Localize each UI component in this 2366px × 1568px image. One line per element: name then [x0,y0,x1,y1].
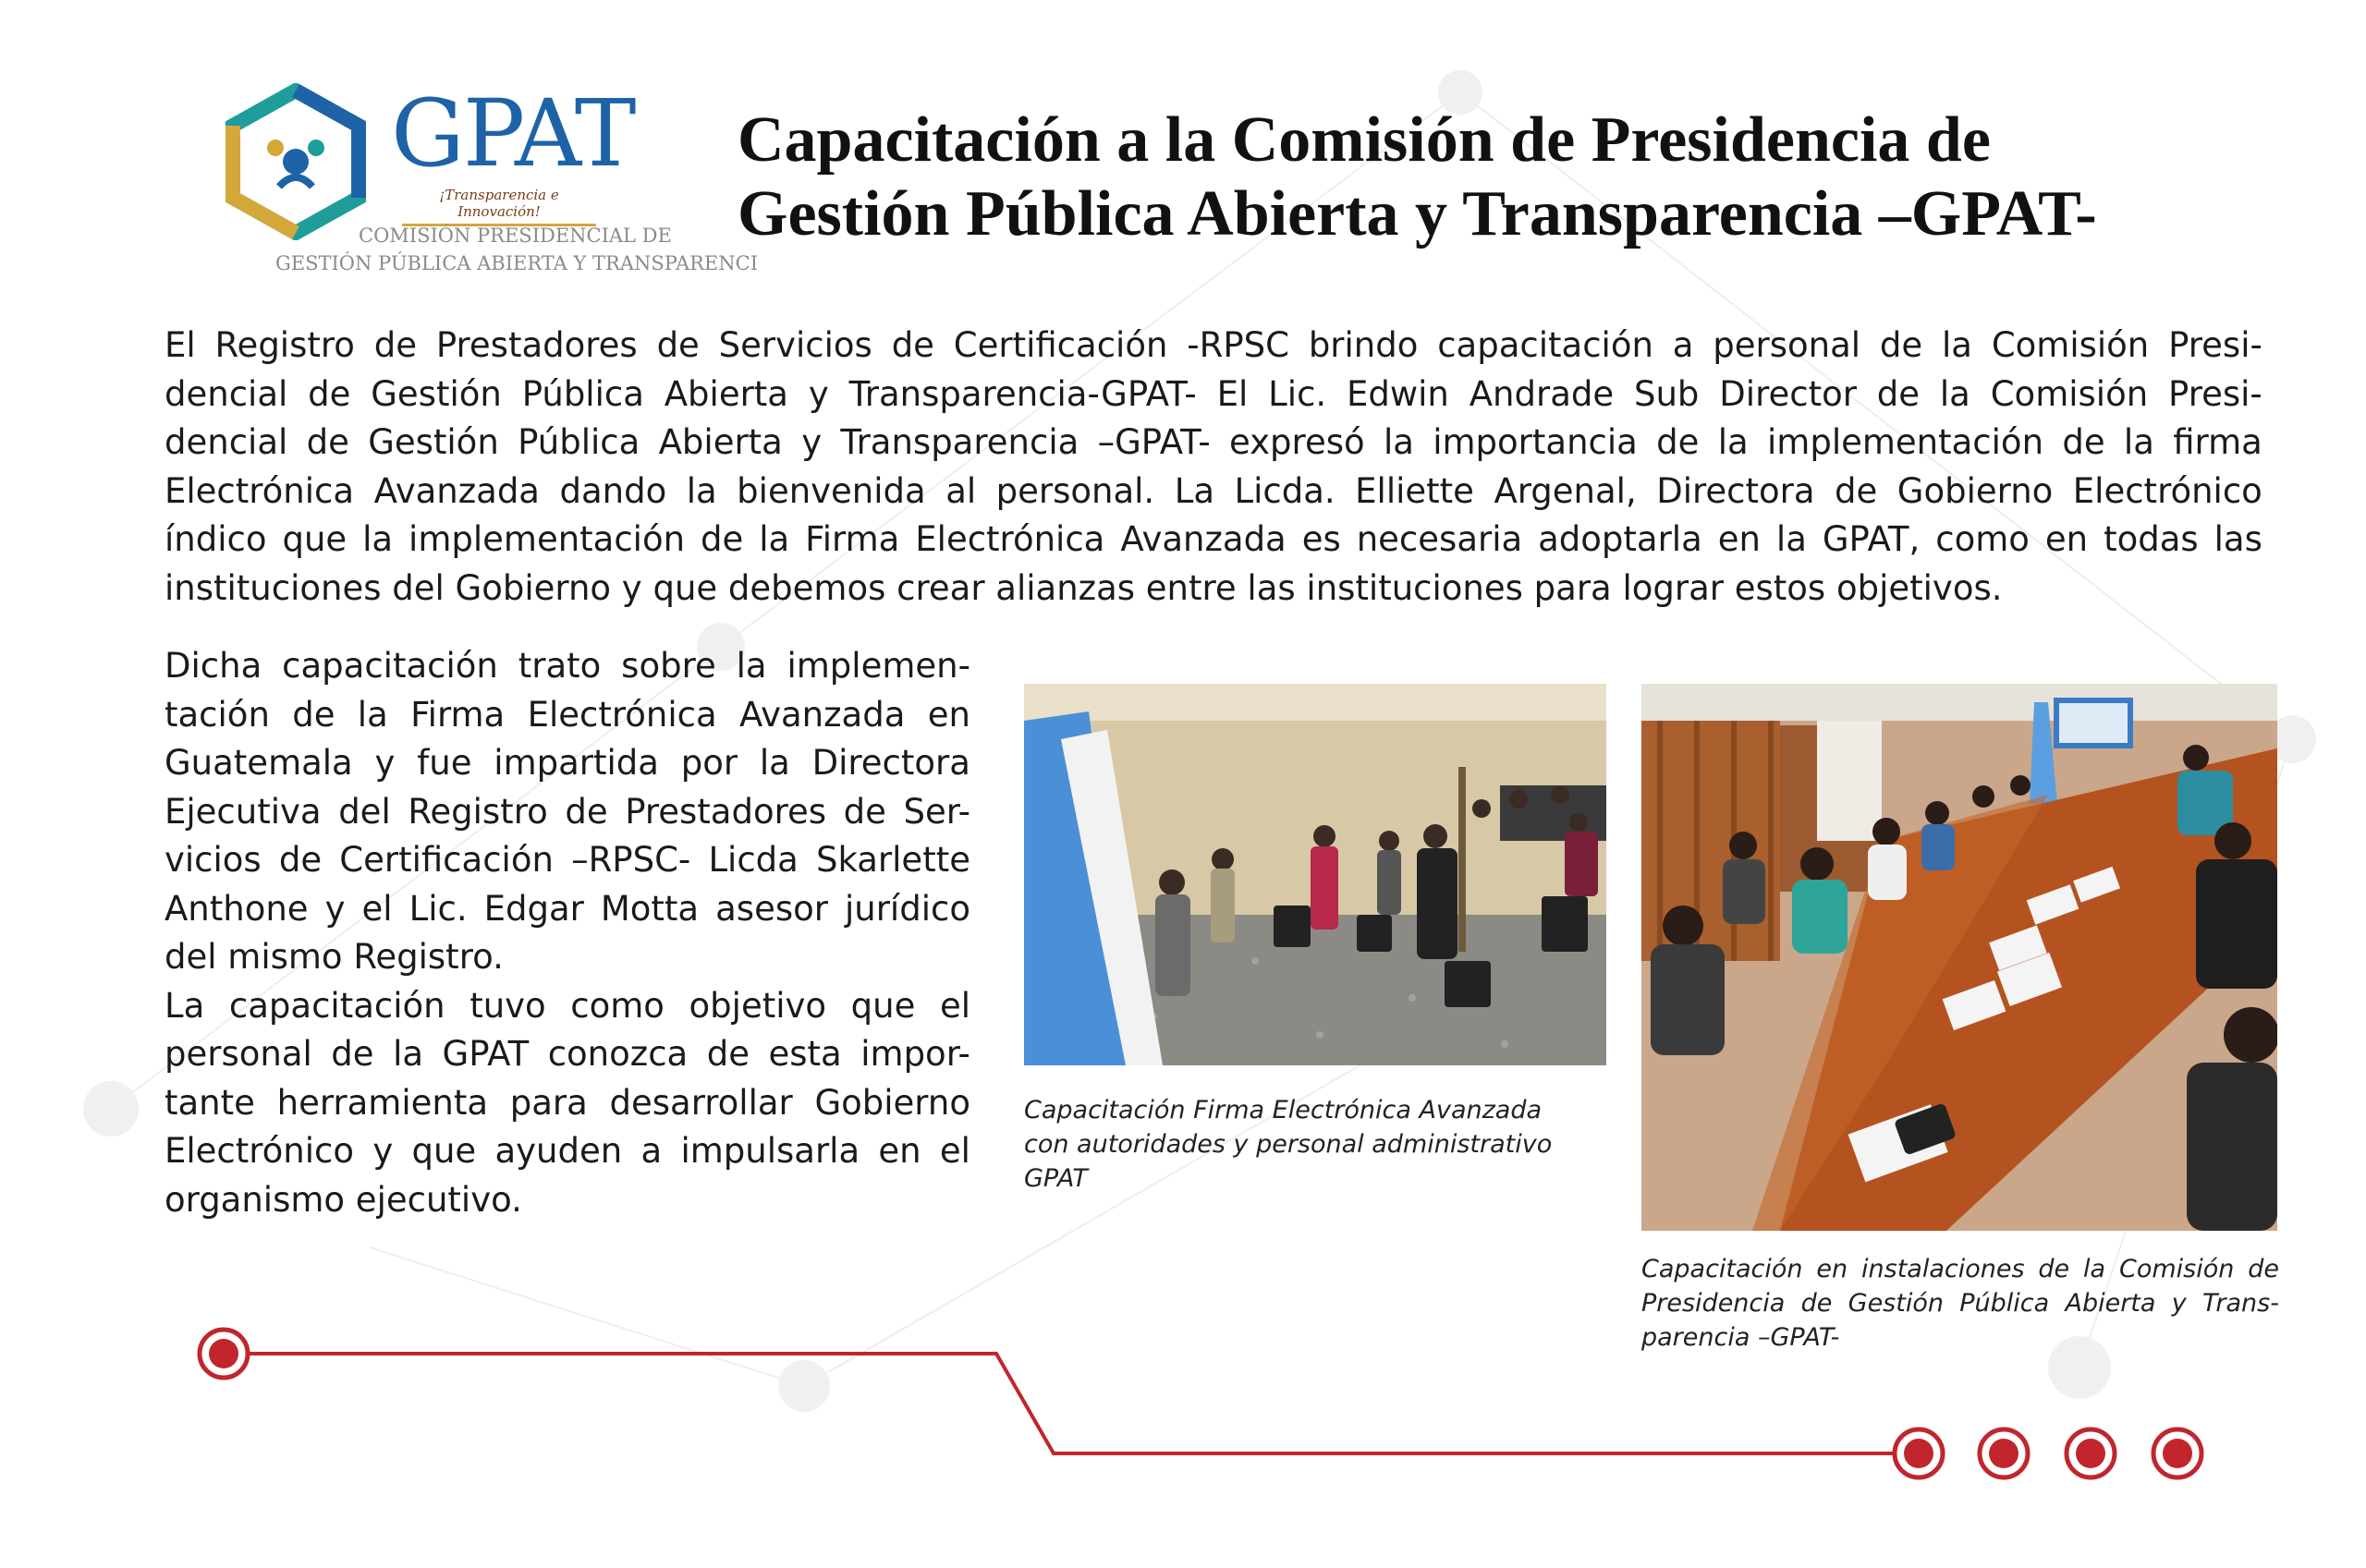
logo-tagline: ¡Transparencia e Innovación! [402,187,596,226]
intro-line: Electrónica Avanzada dando la bienvenida al personal. La Licda. Elliette Argenal, Directora de Gobierno Electrónico [165,470,2262,511]
column-line: personal de la GPAT conozca de esta impor- [165,1034,970,1074]
column-line: Ejecutiva del Registro de Prestadores de Ser- [165,791,970,832]
photo-caption-2 [1641,1252,2279,1355]
photo-caption-1 [1024,1093,1616,1196]
intro-paragraph [165,322,2262,613]
page-title [738,103,2179,251]
column-line: tación de la Firma Electrónica Avanzada en [165,694,970,735]
caption-line: Capacitación Firma Electrónica Avanzada [1024,1096,1542,1124]
intro-line: índico que la implementación de la Firma Electrónica Avanzada es necesaria adoptarla en la GPAT, como en todas las [165,519,2262,559]
title-line-2: Gestión Pública Abierta y Transparencia –GPAT- [738,178,2097,249]
column-line: tante herramienta para desarrollar Gobierno [165,1082,970,1123]
column-line: Dicha capacitación trato sobre la implemen- [165,646,970,686]
body-column [165,642,970,1224]
gpat-logo [222,79,758,286]
column-line: La capacitación tuvo como objetivo que el [165,985,970,1026]
photo-training-room [1024,684,1606,1065]
photo-conference-table [1641,684,2277,1231]
column-line: Electrónico y que ayuden a impulsarla en el [165,1131,970,1171]
logo-org-line-1: COMISIÓN PRESIDENCIAL DE [359,225,672,247]
title-line-1: Capacitación a la Comisión de Presidencia de [738,104,1991,176]
column-line: del mismo Registro. [165,937,504,977]
column-line: organismo ejecutivo. [165,1179,522,1220]
column-line: Guatemala y fue impartida por la Directora [165,743,970,783]
intro-line: El Registro de Prestadores de Servicios de Certificación -RPSC brindo capacitación a personal de la Comisión Presi- [165,325,2262,365]
caption-line: con autoridades y personal administrativo [1024,1130,1553,1159]
hexagon-logo-icon [222,83,370,240]
logo-wordmark: GPAT [391,79,635,188]
intro-line: dencial de Gestión Pública Abierta y Transparencia-GPAT- El Lic. Edwin Andrade Sub Director de la Comisión Presi- [165,373,2262,414]
intro-line: instituciones del Gobierno y que debemos crear alianzas entre las instituciones para lograr estos objetivos. [165,567,2003,608]
caption-line: parencia –GPAT- [1641,1323,1840,1352]
logo-org-line-2: GESTIÓN PÚBLICA ABIERTA Y TRANSPARENCI [275,252,758,274]
column-line: Anthone y el Lic. Edgar Motta asesor jurídico [165,888,970,929]
timeline-line [224,1354,1904,1453]
intro-line: dencial de Gestión Pública Abierta y Transparencia –GPAT- expresó la importancia de la implementación de la firma [165,422,2262,462]
caption-line: Presidencia de Gestión Pública Abierta y Trans- [1641,1289,2279,1318]
caption-line: GPAT [1024,1164,1088,1193]
caption-line: Capacitación en instalaciones de la Comisión de [1641,1255,2279,1283]
column-line: vicios de Certificación –RPSC- Licda Skarlette [165,840,970,880]
